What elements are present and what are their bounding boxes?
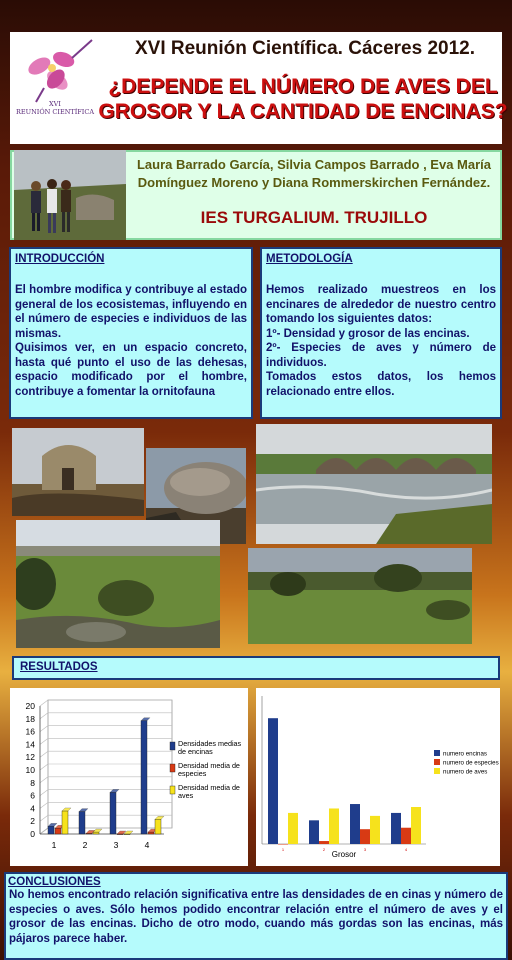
chart1-y-tick-label: 20: [25, 701, 35, 711]
methodology-text: [266, 283, 496, 399]
chart1-gridline: [40, 751, 48, 757]
chart2-x-tick-label: 2: [322, 847, 326, 852]
chart1-y-tick-label: 4: [30, 803, 35, 814]
chart1-bar-top: [48, 823, 57, 826]
authors-names: [130, 156, 498, 192]
chart1-bar-top: [155, 816, 164, 819]
chart2-bar: [401, 828, 411, 844]
methodology-step-2: 2º- Especies de aves y número de individuos.: [266, 342, 496, 369]
conclusions-heading: CONCLUSIONES: [8, 876, 101, 888]
chart-density-panel: [10, 688, 248, 866]
chart2-legend-label: numero de aves: [443, 768, 488, 776]
event-title: XVI Reunión Científica. Cáceres 2012.: [134, 38, 476, 59]
chart2-legend-label: numero encinas: [443, 750, 488, 758]
chart1-bar: [93, 832, 99, 834]
chart1-gridline: [40, 815, 48, 821]
results-heading: RESULTADOS: [20, 661, 98, 673]
poster-title: [96, 74, 510, 124]
meadow-photo: [248, 548, 472, 644]
dehesa-village-photo: [16, 520, 220, 648]
chart1-bar-top: [141, 718, 150, 721]
chart1-gridline: [40, 802, 48, 808]
chart2-bar: [329, 808, 339, 844]
chart2-legend-label: numero de especies: [443, 759, 499, 767]
chart1-bar: [55, 828, 61, 834]
chart1-wall: [40, 700, 172, 834]
chart2-bar: [268, 718, 278, 844]
results-panel: [12, 656, 500, 680]
chart1-gridline: [40, 726, 48, 732]
chart2-bar: [309, 820, 319, 844]
methodology-paragraph-4: Tomados estos datos, los hemos relacionado entre ellos.: [266, 371, 496, 398]
chart2-legend-swatch: [434, 759, 440, 765]
chart1-legend-swatch: [170, 764, 175, 772]
conclusions-panel: [4, 872, 508, 960]
chart2-bar: [319, 841, 329, 844]
chart1-gridline: [40, 790, 48, 796]
school-name: IES TURGALIUM. TRUJILLO: [200, 208, 428, 227]
chart1-y-tick-label: 8: [30, 777, 35, 788]
chart1-gridline: [40, 777, 48, 783]
chart1-y-tick-label: 14: [25, 739, 35, 750]
chart-density: [10, 688, 248, 866]
chart1-legend-swatch: [170, 742, 175, 750]
logo-text-1: XVI: [49, 100, 61, 108]
chart1-bar: [141, 721, 147, 834]
chart2-bar: [411, 807, 421, 844]
chart1-bar-top: [93, 829, 102, 832]
chart2-x-tick-label: 4: [404, 847, 408, 852]
introduction-text: [15, 283, 247, 399]
chart1-x-tick-label: 2: [82, 840, 88, 850]
logo-text-2: REUNIÓN CIENTÍFICA: [15, 108, 95, 116]
chart1-bar: [48, 826, 54, 834]
chart-thickness: [256, 688, 500, 866]
methodology-panel: [260, 247, 502, 419]
chart1-legend-swatch: [170, 786, 175, 794]
chart1-gridline: [40, 700, 48, 706]
chart2-bar: [370, 816, 380, 844]
chart1-bar: [148, 832, 154, 834]
chart2-x-tick-label: 3: [363, 847, 367, 852]
chart1-x-tick-label: 1: [51, 840, 57, 850]
chart1-legend-label: Densidades medias de encinas: [178, 739, 242, 756]
stone-hut-photo: [12, 428, 144, 516]
chart1-bar: [110, 792, 116, 834]
chart1-x-tick-label: 4: [144, 840, 150, 850]
conclusions-text: No hemos encontrado relación significativa entre las densidades de en cinas y número de especies o aves. Sólo hemos podido encontrar relación entre el número de aves y el grosor de las encinas. Dicho de otro modo, cuando más gordas son las encinas, más pájaros parece haber.: [9, 889, 503, 945]
chart1-y-tick-label: 16: [25, 726, 35, 737]
chart1-bar-top: [62, 808, 71, 811]
authors-line-1: Laura Barrado García, Silvia Campos Barrado , Eva María: [136, 157, 492, 172]
methodology-step-1: 1º- Densidad y grosor de las encinas.: [266, 327, 470, 340]
introduction-panel: [9, 247, 253, 419]
chart1-gridline: [40, 738, 48, 744]
introduction-paragraph-1: El hombre modifica y contribuye al estado general de los ecosistemas, influyendo en el número de especies e individuos de las mismas.: [15, 284, 247, 340]
title-line-1: ¿DEPENDE EL NÚMERO DE AVES DEL: [108, 75, 498, 98]
chart1-y-tick-label: 12: [25, 752, 35, 763]
chart2-legend-swatch: [434, 750, 440, 756]
chart2-bar: [278, 844, 288, 845]
chart1-bar: [62, 811, 68, 834]
introduction-heading: INTRODUCCIÓN: [15, 253, 105, 265]
chart-thickness-panel: [256, 688, 500, 866]
chart1-bar: [79, 812, 85, 834]
methodology-heading: METODOLOGÍA: [266, 253, 353, 265]
chart1-legend-label: Densidad media de especies: [178, 761, 240, 778]
methodology-paragraph-1: Hemos realizado muestreos en los encinares de alrededor de nuestro centro tomando los siguientes datos:: [266, 284, 496, 325]
bridge-river-photo: [256, 424, 492, 544]
authors-line-2: Domínguez Moreno y Diana Rommerskirchen Fernández.: [137, 175, 491, 190]
chart1-y-tick-label: 10: [25, 765, 35, 775]
chart1-y-tick-label: 2: [30, 816, 35, 827]
chart1-gridline: [40, 828, 48, 834]
students-photo: [14, 150, 126, 240]
chart1-y-tick-label: 18: [25, 713, 35, 724]
chart1-bar-top: [79, 809, 88, 812]
logo-caption: [14, 100, 96, 116]
chart2-legend-swatch: [434, 768, 440, 774]
chart2-bar: [288, 813, 298, 844]
chart1-y-tick-label: 0: [30, 829, 35, 839]
chart1-bar: [155, 819, 161, 834]
title-line-2: GROSOR Y LA CANTIDAD DE ENCINAS?: [98, 100, 508, 123]
chart1-gridline: [40, 713, 48, 719]
chart1-gridline: [40, 764, 48, 770]
chart2-x-axis-title: Grosor: [331, 850, 357, 859]
chart1-x-tick-label: 3: [113, 840, 119, 850]
chart2-x-tick-label: 1: [281, 847, 285, 852]
chart2-bar: [350, 804, 360, 844]
chart1-y-tick-label: 6: [30, 790, 35, 801]
chart2-bar: [360, 829, 370, 844]
introduction-paragraph-2: Quisimos ver, en un espacio concreto, hasta qué punto el uso de las dehesas, espacio modificado por el hombre, contribuye a fomentar la ornitofauna: [15, 342, 247, 398]
chart2-bar: [391, 813, 401, 844]
chart1-legend-label: Densidad media de aves: [178, 783, 240, 800]
